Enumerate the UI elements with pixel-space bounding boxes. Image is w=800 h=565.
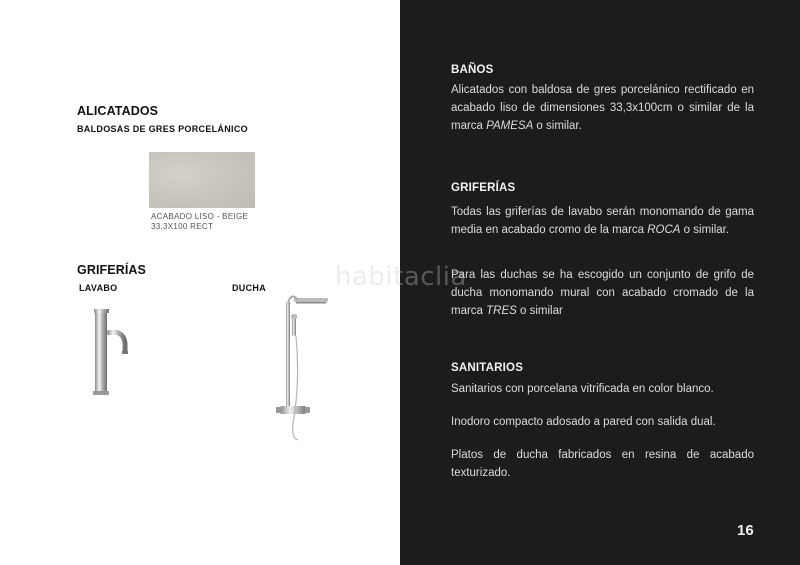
brand-name: TRES	[486, 305, 517, 317]
brand-name: ROCA	[647, 224, 681, 236]
page-number: 16	[737, 522, 754, 539]
section-text-banos	[451, 81, 754, 135]
basin-faucet-image	[85, 305, 145, 400]
section-title-sanitarios: SANITARIOS	[451, 362, 524, 374]
faucets-title: GRIFERÍAS	[77, 263, 146, 277]
tile-caption	[151, 212, 248, 232]
section-text-sanitarios-3: Platos de ducha fabricados en resina de acabado texturizado.	[451, 449, 754, 479]
shower-set-image	[276, 288, 336, 443]
text-span: o similar	[516, 305, 563, 317]
section-title-griferias: GRIFERÍAS	[451, 182, 516, 194]
tile-caption-line2: 33,3X100 RECT	[151, 222, 214, 231]
tile-swatch-image	[149, 152, 255, 208]
text-span: Alicatados con baldosa de gres porcelánico rectificado en acabado liso de dimensiones 33,3x100cm o similar de la marca	[451, 84, 754, 132]
tile-caption-line1: ACABADO LISO - BEIGE	[151, 212, 249, 221]
tiling-title: ALICATADOS	[77, 104, 159, 118]
text-span: Todas las griferías de lavabo serán monomando de gama media en acabado cromo de la marca	[451, 206, 754, 236]
tiling-subtitle: BALDOSAS DE GRES PORCELÁNICO	[77, 124, 248, 134]
watermark: habitaclia	[335, 262, 467, 292]
basin-label: LAVABO	[79, 283, 118, 293]
section-text-griferias-2	[451, 266, 754, 320]
text-span: o similar.	[533, 120, 582, 132]
section-text-griferias-1	[451, 203, 754, 239]
section-title-banos: BAÑOS	[451, 64, 494, 76]
text-span: Para las duchas se ha escogido un conjunto de grifo de ducha monomando mural con acabado cromado de la marca	[451, 269, 754, 317]
text-span: o similar.	[680, 224, 730, 236]
section-text-sanitarios-2: Inodoro compacto adosado a pared con salida dual.	[451, 416, 716, 428]
shower-label: DUCHA	[232, 283, 266, 293]
section-text-sanitarios-1: Sanitarios con porcelana vitrificada en color blanco.	[451, 383, 714, 395]
brand-name: PAMESA	[486, 120, 534, 132]
